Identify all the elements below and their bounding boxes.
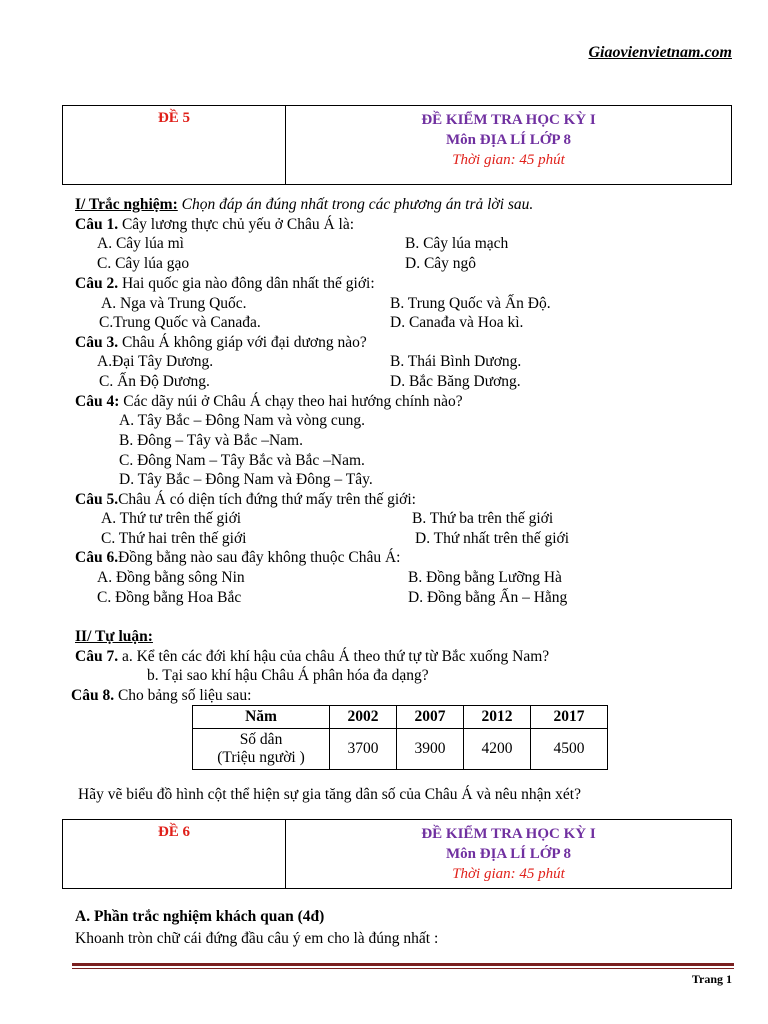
task-text: Hãy vẽ biểu đồ hình cột thể hiện sự gia tăng dân số của Châu Á và nêu nhận xét? — [78, 786, 581, 803]
q4-option-c: C. Đông Nam – Tây Bắc và Bắc –Nam. — [119, 452, 365, 469]
q1-label: Câu 1. — [75, 216, 119, 233]
q8-label: Câu 8. — [71, 687, 115, 704]
q6-option-c: C. Đồng bằng Hoa Bắc — [97, 589, 242, 606]
q4-stem — [75, 393, 463, 411]
page-number: Trang 1 — [691, 972, 732, 986]
q1-option-b: B. Cây lúa mạch — [405, 235, 509, 252]
exam-header-de6 — [62, 819, 732, 889]
exam-time: Thời gian: 45 phút — [452, 866, 565, 882]
table-header-cell: 2012 — [464, 706, 531, 729]
table-cell: 4500 — [531, 729, 608, 770]
q4-label: Câu 4: — [75, 393, 120, 410]
partA-heading: A. Phần trắc nghiệm khách quan (4đ) — [75, 908, 325, 925]
table-header-cell: 2007 — [397, 706, 464, 729]
q7-a-text: a. Kể tên các đới khí hậu của châu Á theo thứ tự từ Bắc xuống Nam? — [118, 648, 550, 665]
table-header-cell: 2017 — [531, 706, 608, 729]
q4-text: Các dãy núi ở Châu Á chạy theo hai hướng chính nào? — [119, 393, 463, 410]
q5-option-b: B. Thứ ba trên thế giới — [412, 510, 554, 527]
q8-stem — [71, 687, 251, 705]
part1-instruction: Chọn đáp án đúng nhất trong các phương án trả lời sau. — [177, 196, 534, 213]
table-header-row — [193, 706, 608, 729]
q2-stem — [75, 275, 375, 293]
part2-heading: II/ Tự luận: — [75, 628, 153, 645]
q1-option-c: C. Cây lúa gạo — [97, 255, 190, 272]
table-cell: 4200 — [464, 729, 531, 770]
table-row — [193, 729, 608, 770]
q2-option-d: D. Canađa và Hoa kì. — [390, 314, 524, 331]
footer-rule — [72, 963, 734, 966]
q3-label: Câu 3. — [75, 334, 119, 351]
q5-option-a: A. Thứ tư trên thế giới — [101, 510, 242, 527]
exam-subject: Môn ĐỊA LÍ LỚP 8 — [445, 846, 572, 862]
q5-option-d: D. Thứ nhất trên thế giới — [415, 530, 570, 547]
row-label-line2: (Triệu người ) — [217, 749, 305, 766]
part1-heading: I/ Trắc nghiệm: — [75, 196, 178, 213]
exam-time: Thời gian: 45 phút — [452, 152, 565, 168]
population-table — [192, 705, 608, 770]
q2-text: Hai quốc gia nào đông dân nhất thế giới: — [118, 275, 375, 292]
table-cell: 3700 — [330, 729, 397, 770]
q3-stem — [75, 334, 367, 352]
q5-option-c: C. Thứ hai trên thế giới — [101, 530, 247, 547]
q2-option-c: C.Trung Quốc và Canađa. — [99, 314, 261, 331]
q1-text: Cây lương thực chủ yếu ở Châu Á là: — [118, 216, 355, 233]
q3-option-c: C. Ấn Độ Dương. — [99, 373, 210, 390]
q4-option-b: B. Đông – Tây và Bắc –Nam. — [119, 432, 303, 449]
q5-stem — [75, 491, 416, 509]
exam-title: ĐỀ KIỂM TRA HỌC KỲ I — [421, 112, 596, 128]
table-header-cell: Năm — [193, 706, 330, 729]
site-name: Giaovienvietnam.com — [588, 44, 732, 61]
footer-rule-thin — [72, 968, 734, 969]
exam-subject: Môn ĐỊA LÍ LỚP 8 — [445, 132, 572, 148]
q1-stem — [75, 216, 354, 234]
q3-option-d: D. Bắc Băng Dương. — [390, 373, 521, 390]
table-row-label — [193, 729, 330, 770]
q2-option-a: A. Nga và Trung Quốc. — [101, 295, 247, 312]
q6-option-a: A. Đồng bằng sông Nin — [97, 569, 245, 586]
q2-label: Câu 2. — [75, 275, 119, 292]
part1-heading-line — [75, 196, 533, 214]
q6-label: Câu 6. — [75, 549, 119, 566]
q1-option-a: A. Cây lúa mì — [97, 235, 184, 252]
q5-label: Câu 5. — [75, 491, 119, 508]
q6-option-b: B. Đồng bằng Lưỡng Hà — [408, 569, 562, 586]
q1-option-d: D. Cây ngô — [405, 255, 477, 272]
q6-text: Đồng bằng nào sau đây không thuộc Châu Á: — [118, 549, 401, 566]
exam-header-de5 — [62, 105, 732, 185]
table-header-cell: 2002 — [330, 706, 397, 729]
q5-text: Châu Á có diện tích đứng thứ mấy trên thế giới: — [118, 491, 416, 508]
exam-code: ĐỀ 6 — [63, 820, 286, 888]
q6-stem — [75, 549, 400, 567]
partA-instruction: Khoanh tròn chữ cái đứng đầu câu ý em cho là đúng nhất : — [75, 930, 439, 947]
q8-text: Cho bảng số liệu sau: — [114, 687, 252, 704]
q4-option-d: D. Tây Bắc – Đông Nam và Đông – Tây. — [119, 471, 373, 488]
q7-b: b. Tại sao khí hậu Châu Á phân hóa đa dạng? — [147, 667, 429, 684]
q7-a — [75, 648, 549, 666]
q3-option-a: A.Đại Tây Dương. — [97, 353, 214, 370]
q7-label: Câu 7. — [75, 648, 119, 665]
q6-option-d: D. Đồng bằng Ấn – Hằng — [408, 589, 568, 606]
exam-code: ĐỀ 5 — [63, 106, 286, 184]
q3-text: Châu Á không giáp với đại dương nào? — [118, 334, 367, 351]
row-label-line1: Số dân — [239, 731, 283, 748]
exam-title: ĐỀ KIỂM TRA HỌC KỲ I — [421, 826, 596, 842]
q2-option-b: B. Trung Quốc và Ấn Độ. — [390, 295, 551, 312]
q3-option-b: B. Thái Bình Dương. — [390, 353, 522, 370]
q4-option-a: A. Tây Bắc – Đông Nam và vòng cung. — [119, 412, 365, 429]
table-cell: 3900 — [397, 729, 464, 770]
